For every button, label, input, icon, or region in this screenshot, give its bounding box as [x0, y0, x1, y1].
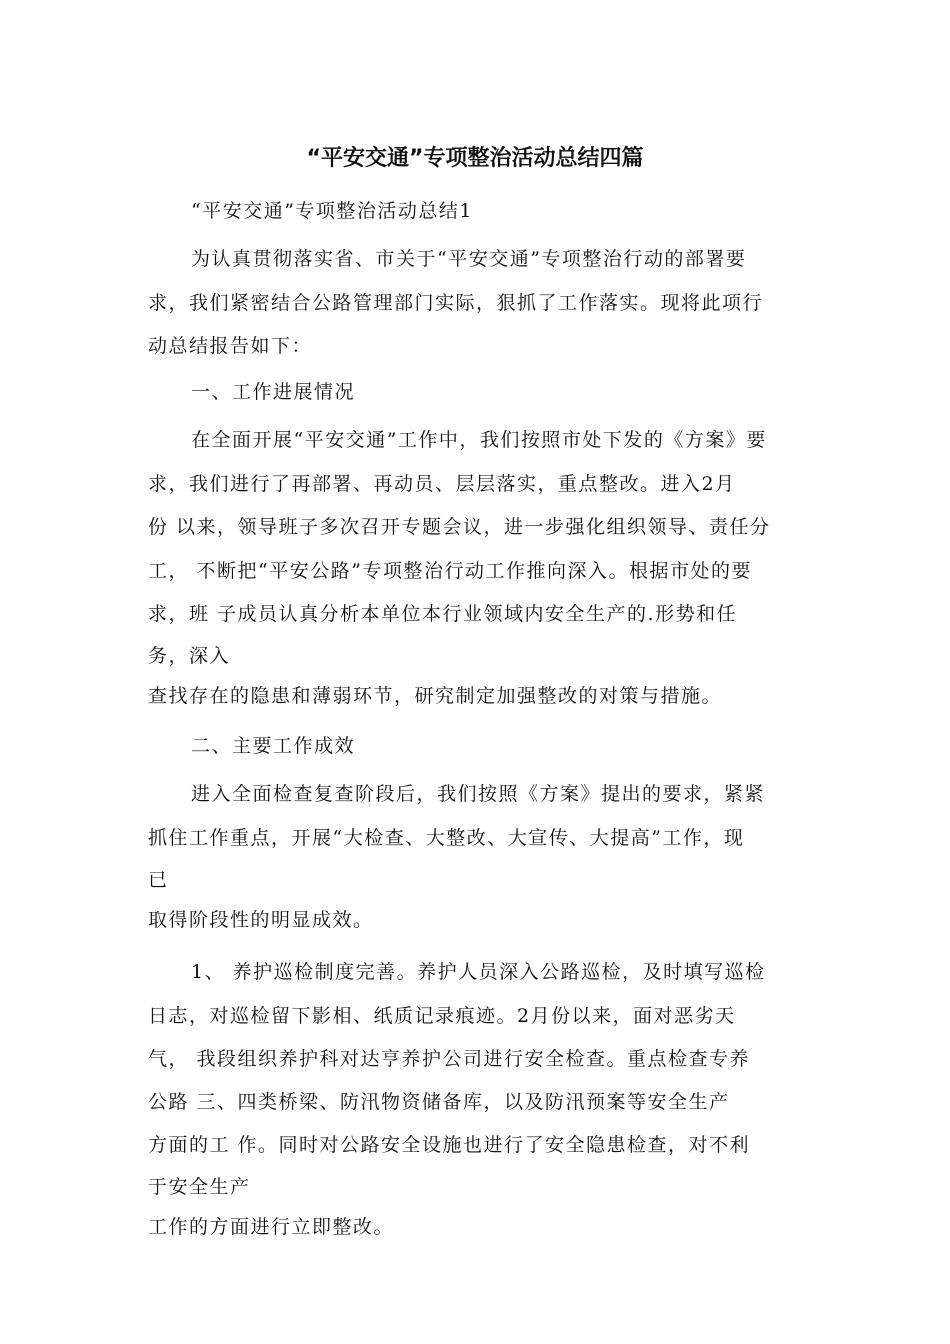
paragraph-line: 工， 不断把“平安公路”专项整治行动工作推向深入。根据市处的要 — [148, 560, 752, 582]
section-heading: 一、工作进展情况 — [191, 381, 356, 403]
paragraph-line: 动总结报告如下： — [148, 335, 313, 357]
paragraph-line: 抓住工作重点，开展“大检查、大整改、大宣传、大提高”工作，现 — [148, 827, 745, 849]
paragraph-line: 进入全面检查复查阶段后，我们按照《方案》提出的要求，紧紧 — [191, 783, 766, 805]
paragraph-line: 求，我们进行了再部署、再动员、层层落实，重点整改。进入2月 — [148, 473, 736, 495]
paragraph-line: 公路 三、四类桥梁、防汛物资储备库，以及防汛预案等安全生产 — [148, 1091, 730, 1113]
paragraph-line: 日志，对巡检留下影相、纸质记录痕迹。2月份以来，面对恶劣天 — [148, 1005, 736, 1027]
paragraph-line: 1、 养护巡检制度完善。养护人员深入公路巡检，及时填写巡检 — [191, 961, 766, 983]
paragraph-line: 在全面开展“平安交通”工作中，我们按照市处下发的《方案》要 — [191, 429, 767, 451]
paragraph-line: 求，班 子成员认真分析本单位本行业领域内安全生产的.形势和任 — [148, 603, 738, 625]
paragraph-line: 方面的工 作。同时对公路安全设施也进行了安全隐患检查，对不利 — [148, 1134, 751, 1156]
paragraph-line: 工作的方面进行立即整改。 — [148, 1216, 395, 1238]
paragraph-line: 于安全生产 — [148, 1176, 251, 1198]
paragraph-line: 取得阶段性的明显成效。 — [148, 909, 374, 931]
paragraph-line: 务，深入 — [148, 645, 231, 667]
paragraph-line: 查找存在的隐患和薄弱环节，研究制定加强整改的对策与措施。 — [148, 685, 723, 707]
paragraph-line: 已 — [148, 869, 169, 891]
section-heading: 二、主要工作成效 — [191, 735, 356, 757]
paragraph-line: 气， 我段组织养护科对达亨养护公司进行安全检查。重点检查专养 — [148, 1048, 751, 1070]
subtitle-line: “平安交通”专项整治活动总结1 — [191, 200, 474, 222]
document-title: “平安交通”专项整治活动总结四篇 — [306, 146, 644, 171]
paragraph-line: 为认真贯彻落实省、市关于“平安交通”专项整治行动的部署要 — [191, 248, 747, 270]
paragraph-line: 份 以来，领导班子多次召开专题会议，进一步强化组织领导、责任分 — [148, 516, 771, 538]
paragraph-line: 求，我们紧密结合公路管理部门实际，狠抓了工作落实。现将此项行 — [148, 292, 764, 314]
